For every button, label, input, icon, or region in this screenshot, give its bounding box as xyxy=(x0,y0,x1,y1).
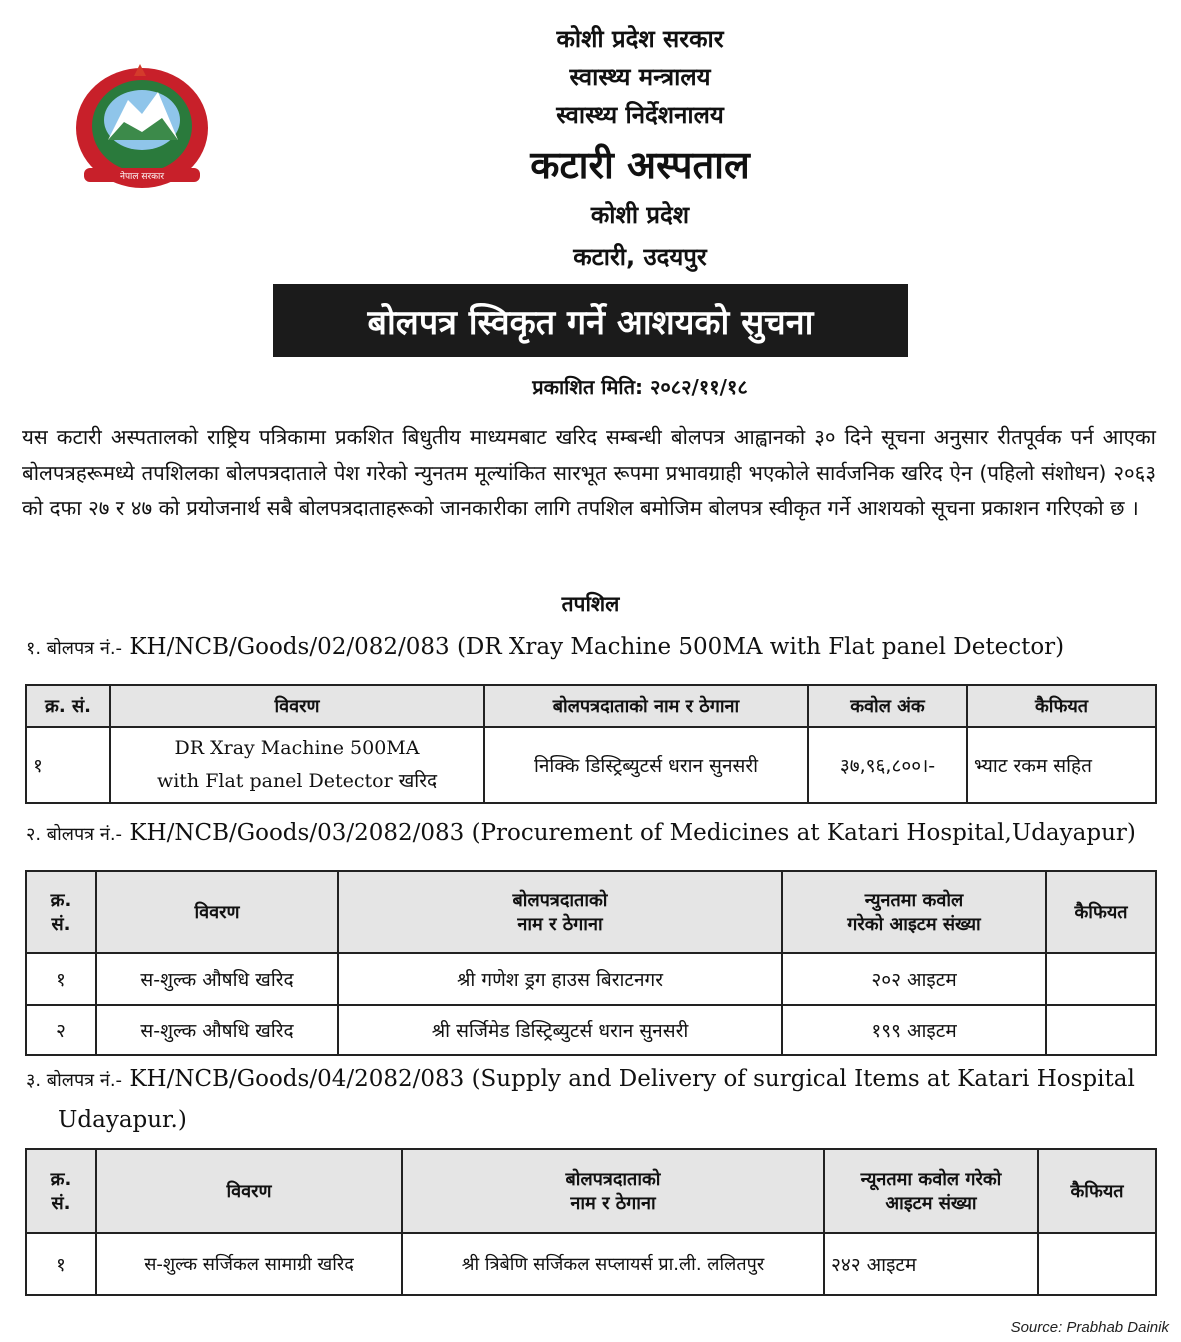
item-description-line: DR Xray Machine 500MA xyxy=(174,737,420,759)
table-header xyxy=(26,871,96,953)
tender-3-number: KH/NCB/Goods/04/2082/083 (Supply and Delivery of surgical Items at Katari Hospital xyxy=(129,1066,1135,1092)
table-header: कैफियत xyxy=(1046,871,1156,953)
header-line-ministry: स्वास्थ्य मन्त्रालय xyxy=(569,63,711,91)
header-line: न्यूनतमा कवोल गरेको xyxy=(860,1169,1002,1190)
tender-2-number: KH/NCB/Goods/03/2082/083 (Procurement of Medicines at Katari Hospital,Udayapur) xyxy=(129,820,1136,846)
schedule-title: तपशिल xyxy=(561,592,620,616)
table-cell: ३७,९६,८००।- xyxy=(808,727,967,803)
hospital-name: कटारी अस्पताल xyxy=(530,143,750,187)
table-header: कैफियत xyxy=(967,685,1156,727)
tender-2-heading xyxy=(26,820,1136,846)
tender-3-table xyxy=(25,1148,1157,1296)
table-cell: श्री सर्जिमेड डिस्ट्रिब्युटर्स धरान सुनसरी xyxy=(338,1005,782,1055)
header-line: सं. xyxy=(51,1193,71,1214)
table-cell xyxy=(1038,1233,1156,1295)
table-cell: १ xyxy=(26,1233,96,1295)
table-header xyxy=(782,871,1046,953)
table-row xyxy=(26,1233,1156,1295)
table-header xyxy=(824,1149,1038,1233)
tender-1-table xyxy=(25,684,1157,804)
tender-2-prefix: २. बोलपत्र नं.- xyxy=(26,824,123,845)
table-row xyxy=(26,953,1156,1005)
table-cell: २०२ आइटम xyxy=(782,953,1046,1005)
table-cell: २४२ आइटम xyxy=(824,1233,1038,1295)
tender-3-heading-cont: Udayapur.) xyxy=(58,1107,187,1133)
header-location: कटारी, उदयपुर xyxy=(573,243,707,271)
table-cell: श्री त्रिबेणि सर्जिकल सप्लायर्स प्रा.ली. ललितपुर xyxy=(402,1233,824,1295)
header-line: सं. xyxy=(51,914,71,935)
notice-title-banner: बोलपत्र स्विकृत गर्ने आशयको सुचना xyxy=(273,284,908,357)
table-cell xyxy=(1046,953,1156,1005)
table-cell: भ्याट रकम सहित xyxy=(967,727,1156,803)
tender-2-table xyxy=(25,870,1157,1056)
table-row xyxy=(26,1005,1156,1055)
header-line: बोलपत्रदाताको xyxy=(565,1169,661,1190)
header-line: नाम र ठेगाना xyxy=(570,1193,656,1214)
table-cell: स-शुल्क औषधि खरिद xyxy=(96,953,338,1005)
table-header: कैफियत xyxy=(1038,1149,1156,1233)
table-header: विवरण xyxy=(96,1149,402,1233)
emblem-caption: नेपाल सरकार xyxy=(119,172,165,182)
nepal-emblem-icon xyxy=(66,62,218,194)
table-header: विवरण xyxy=(110,685,484,727)
table-header xyxy=(402,1149,824,1233)
notice-body: यस कटारी अस्पतालको राष्ट्रिय पत्रिकामा प्रकशित बिधुतीय माध्यमबाट खरिद सम्बन्धी बोलपत्र आह्वानको ३० दिने सूचना अनुसार रीतपूर्वक पर्न आएका बोलपत्रहरूमध्ये तपशिलका बोलपत्रदाताले पेश गरेको न्युनतम मूल्यांकित सारभूत रूपमा प्रभावग्राही भएकोले सार्वजनिक खरिद ऐन (पहिलो संशोधन) २०६३ को दफा २७ र ४७ को प्रयोजनार्थ सबै बोलपत्रदाताहरूको जानकारीका लागि तपशिल बमोजिम बोलपत्र स्वीकृत गर्ने आशयको सूचना प्रकाशन गरिएको छ । xyxy=(22,425,1156,520)
header-line: क्र. xyxy=(50,1169,72,1190)
table-cell xyxy=(110,727,484,803)
table-cell: १ xyxy=(26,727,110,803)
header-line-government: कोशी प्रदेश सरकार xyxy=(556,25,724,53)
source-credit: Source: Prabhab Dainik xyxy=(1010,1319,1169,1336)
table-header: कवोल अंक xyxy=(808,685,967,727)
table-header: विवरण xyxy=(96,871,338,953)
tender-3-heading xyxy=(26,1066,1135,1092)
header-line-directorate: स्वास्थ्य निर्देशनालय xyxy=(556,101,724,129)
header-line: न्युनतमा कवोल xyxy=(864,890,964,911)
table-row xyxy=(26,727,1156,803)
header-line: गरेको आइटम संख्या xyxy=(847,914,981,935)
header-line: बोलपत्रदाताको xyxy=(512,890,608,911)
table-header: बोलपत्रदाताको नाम र ठेगाना xyxy=(484,685,808,727)
tender-3-prefix: ३. बोलपत्र नं.- xyxy=(26,1070,123,1091)
tender-1-heading xyxy=(26,634,1064,660)
publish-date: प्रकाशित मिति: २०८२/११/१८ xyxy=(532,375,748,399)
table-cell xyxy=(1046,1005,1156,1055)
table-cell: १९९ आइटम xyxy=(782,1005,1046,1055)
header-line: क्र. xyxy=(50,890,72,911)
table-cell: स-शुल्क औषधि खरिद xyxy=(96,1005,338,1055)
table-cell: स-शुल्क सर्जिकल सामाग्री खरिद xyxy=(96,1233,402,1295)
header-province: कोशी प्रदेश xyxy=(590,201,690,229)
table-header xyxy=(26,1149,96,1233)
item-description-line: with Flat panel Detector खरिद xyxy=(156,770,438,792)
table-cell: १ xyxy=(26,953,96,1005)
header-line: आइटम संख्या xyxy=(885,1193,977,1214)
table-cell: २ xyxy=(26,1005,96,1055)
tender-1-prefix: १. बोलपत्र नं.- xyxy=(26,638,123,659)
table-cell: निक्कि डिस्ट्रिब्युटर्स धरान सुनसरी xyxy=(484,727,808,803)
table-cell: श्री गणेश ड्रग हाउस बिराटनगर xyxy=(338,953,782,1005)
tender-1-number: KH/NCB/Goods/02/082/083 (DR Xray Machine 500MA with Flat panel Detector) xyxy=(129,634,1065,660)
header-line: नाम र ठेगाना xyxy=(517,914,603,935)
table-header: क्र. सं. xyxy=(26,685,110,727)
table-header xyxy=(338,871,782,953)
